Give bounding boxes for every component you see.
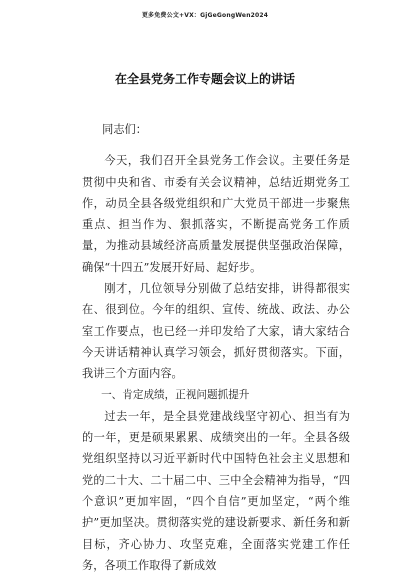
section-heading: 一、肯定成绩，正视问题抓提升 [101, 388, 250, 401]
paragraph-opening: 今天，我们召开全县党务工作会议。主要任务是贯彻中央和省、市委有关会议精神，总结近期党务工作，动员全县各级党组织和广大党员干部进一步聚焦重点、担当作为、狠抓落实，不断提高党务工作质量，为推动县域经济高质量发展提供坚强政治保障，确保“十四五”发展开好局、起好步。 [82, 154, 350, 274]
header-note: 更多免费公文+VX：GjGeGongWen2024 [141, 12, 269, 19]
document-body [82, 119, 350, 576]
paragraph-outline: 刚才，几位领导分别做了总结安排，讲得都很实在、很到位。今年的组织、宣传、统战、政法、办公室工作要点，也已经一并印发给了大家，请大家结合今天讲话精神认真学习领会，抓好贯彻落实。下面，我讲三个方面内容。 [82, 282, 350, 381]
paragraph-section-one: 过去一年，是全县党建战线坚守初心、担当有为的一年，更是硕果累累、成绩突出的一年。全县各级党组织坚持以习近平新时代中国特色社会主义思想和党的二十大、二十届二中、三中全会精神为指导，“四个意识”更加牢固，“四个自信”更加坚定，“两个维护”更加坚决。贯彻落实党的建设新要求、新任务和新目标，齐心协力、攻坚克难，全面落实党建工作任务，各项工作取得了新成效 [82, 409, 350, 572]
salutation: 同志们： [102, 123, 147, 136]
document-title: 在全县党务工作专题会议上的讲话 [114, 72, 295, 86]
